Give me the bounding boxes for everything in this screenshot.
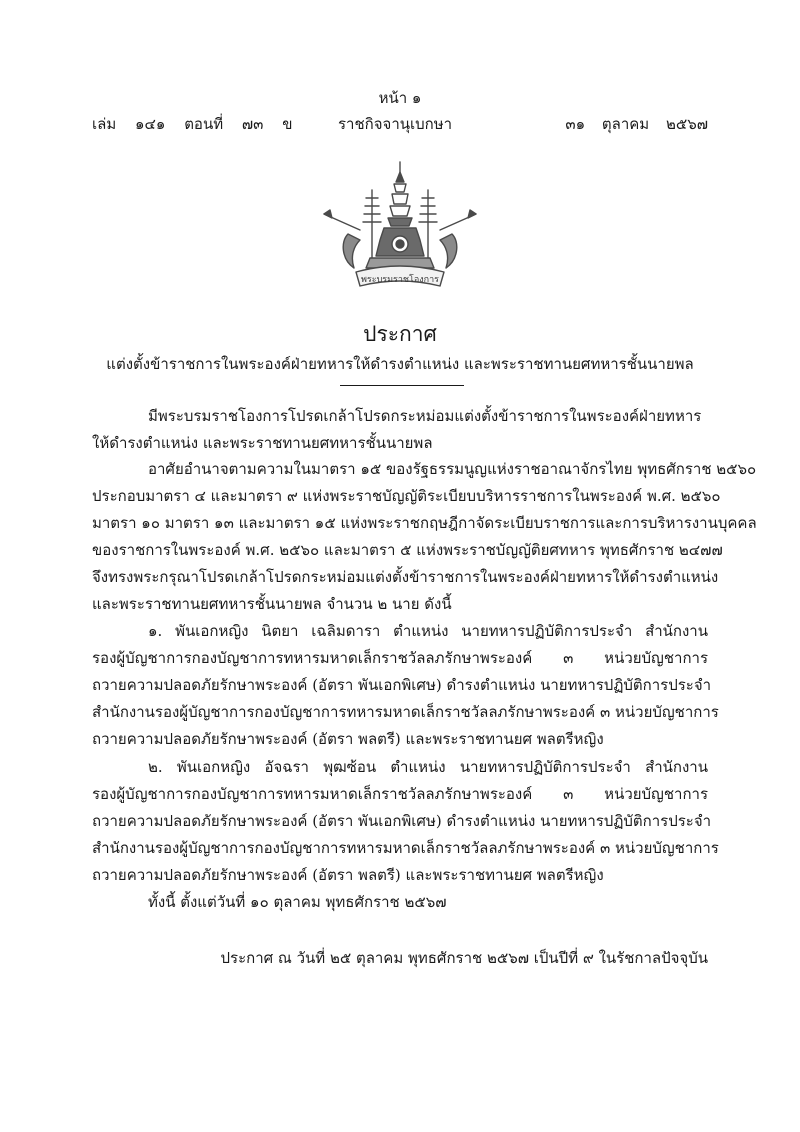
body-line: ให้ดำรงตำแหน่ง และพระราชทานยศทหารชั้นนายพล (92, 434, 433, 452)
gazette-header (92, 112, 708, 134)
appointee-1-line: ถวายความปลอดภัยรักษาพระองค์ (อัตรา พลตรี) และพระราชทานยศ พลตรีหญิง (92, 730, 604, 748)
body-line: และพระราชทานยศทหารชั้นนายพล จำนวน ๒ นาย ดังนี้ (92, 595, 452, 613)
announcement-title: ประกาศ (363, 322, 437, 346)
volume-info (92, 112, 306, 136)
date-month: ตุลาคม (601, 115, 650, 133)
body-line: จึงทรงพระกรุณาโปรดเกล้าโปรดกระหม่อมแต่งตั้งข้าราชการในพระองค์ฝ่ายทหารให้ดำรงตำแหน่ง (92, 568, 719, 586)
appointee-1-line: ๑. พันเอกหญิง นิตยา เฉลิมดารา ตำแหน่ง นายทหารปฏิบัติการประจำ สำนักงาน (148, 622, 708, 640)
gazette-date (553, 112, 708, 136)
section-letter: ข (282, 115, 293, 133)
appointee-2-line: ๒. พันเอกหญิง อัจฉรา พุฒซ้อน ตำแหน่ง นายทหารปฏิบัติการประจำ สำนักงาน (148, 758, 708, 776)
emblem-seal-text: พระบรมราชโองการ (360, 275, 440, 285)
body-line: ประกอบมาตรา ๔ และมาตรา ๙ แห่งพระราชบัญญัติระเบียบบริหารราชการในพระองค์ พ.ศ. ๒๕๖๐ (92, 487, 721, 505)
page-number: หน้า ๑ (378, 89, 422, 107)
royal-emblem-icon (320, 160, 480, 298)
appointee-1-line: ถวายความปลอดภัยรักษาพระองค์ (อัตรา พันเอกพิเศษ) ดำรงตำแหน่ง นายทหารปฏิบัติการประจำ (92, 676, 712, 694)
appointee-2-line: ถวายความปลอดภัยรักษาพระองค์ (อัตรา พลตรี) และพระราชทานยศ พลตรีหญิง (92, 866, 604, 884)
volume-number: ๑๔๑ (135, 115, 166, 133)
issue-label: ตอนที่ (184, 115, 224, 133)
appointee-1-line: สำนักงานรองผู้บัญชาการกองบัญชาการทหารมหาดเล็กราชวัลลภรักษาพระองค์ ๓ หน่วยบัญชาการ (92, 703, 719, 721)
announcement-subtitle: แต่งตั้งข้าราชการในพระองค์ฝ่ายทหารให้ดำรงตำแหน่ง และพระราชทานยศทหารชั้นนายพล (106, 355, 694, 373)
body-line: อาศัยอำนาจตามความในมาตรา ๑๕ ของรัฐธรรมนูญแห่งราชอาณาจักรไทย พุทธศักราช ๒๕๖๐ (148, 460, 757, 478)
appointee-2-line: สำนักงานรองผู้บัญชาการกองบัญชาการทหารมหาดเล็กราชวัลลภรักษาพระองค์ ๓ หน่วยบัญชาการ (92, 839, 719, 857)
appointee-2-line: ถวายความปลอดภัยรักษาพระองค์ (อัตรา พันเอกพิเศษ) ดำรงตำแหน่ง นายทหารปฏิบัติการประจำ (92, 812, 712, 830)
date-day: ๓๑ (565, 115, 586, 133)
body-line: ของราชการในพระองค์ พ.ศ. ๒๕๖๐ และมาตรา ๕ แห่งพระราชบัญญัติยศทหาร พุทธศักราช ๒๔๗๗ (92, 541, 723, 559)
appointee-1-line: รองผู้บัญชาการกองบัญชาการทหารมหาดเล็กราชวัลลภรักษาพระองค์ ๓ หน่วยบัญชาการ (92, 649, 708, 667)
gazette-name: ราชกิจจานุเบกษา (338, 115, 453, 133)
volume-label: เล่ม (92, 115, 117, 133)
issue-number: ๗๓ (241, 115, 264, 133)
announcement-signoff: ประกาศ ณ วันที่ ๒๕ ตุลาคม พุทธศักราช ๒๕๖๗ เป็นปีที่ ๙ ในรัชกาลปัจจุบัน (220, 949, 708, 967)
date-year: ๒๕๖๗ (665, 115, 708, 133)
title-divider (340, 385, 464, 386)
effective-date-line: ทั้งนี้ ตั้งแต่วันที่ ๑๐ ตุลาคม พุทธศักราช ๒๕๖๗ (148, 893, 447, 911)
appointee-2-line: รองผู้บัญชาการกองบัญชาการทหารมหาดเล็กราชวัลลภรักษาพระองค์ ๓ หน่วยบัญชาการ (92, 785, 708, 803)
body-line: มาตรา ๑๐ มาตรา ๑๓ และมาตรา ๑๕ แห่งพระราชกฤษฎีกาจัดระเบียบราชการและการบริหารงานบุคคล (92, 514, 757, 532)
body-line: มีพระบรมราชโองการโปรดเกล้าโปรดกระหม่อมแต่งตั้งข้าราชการในพระองค์ฝ่ายทหาร (148, 407, 702, 425)
